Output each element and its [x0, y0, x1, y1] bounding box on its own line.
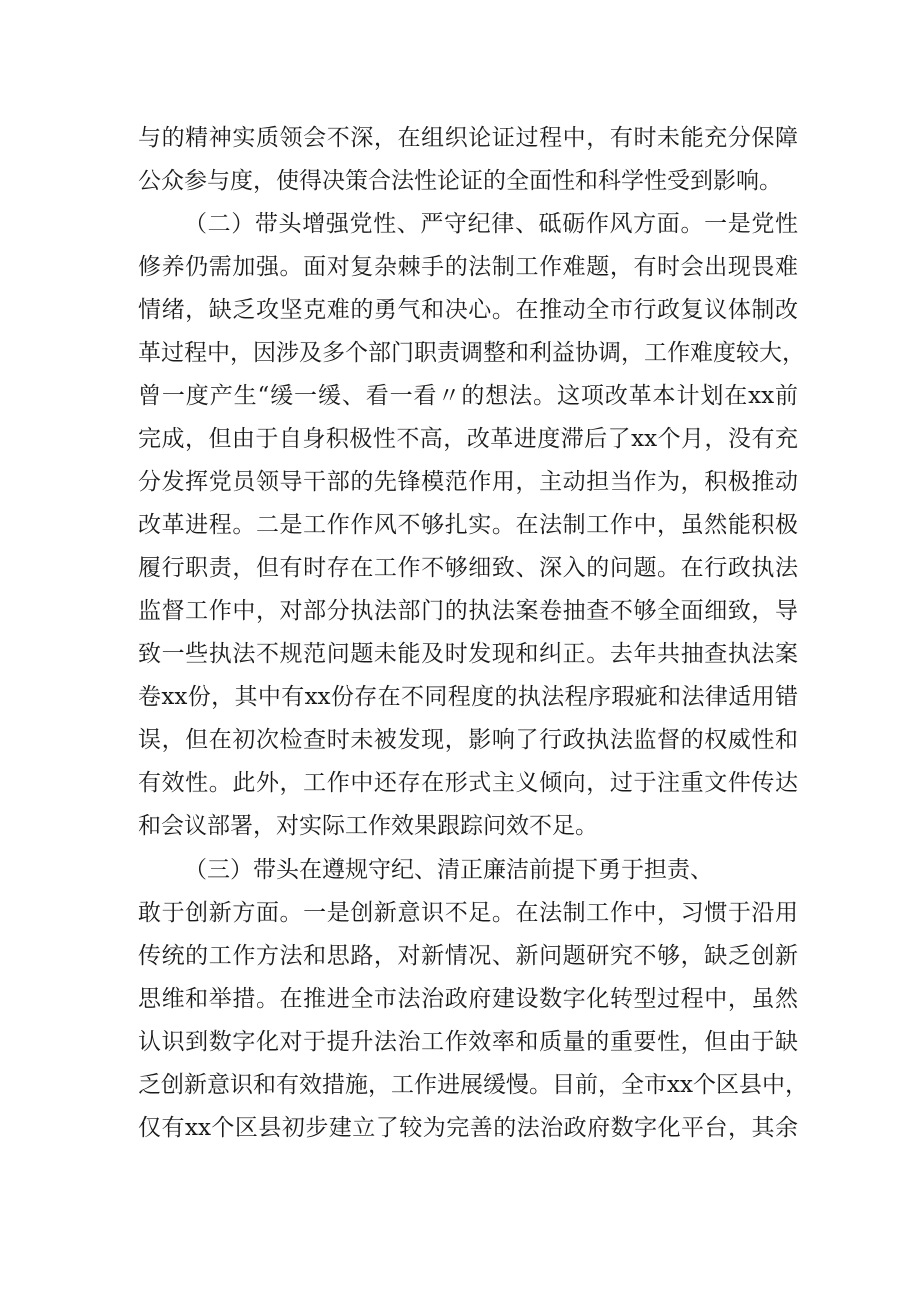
text-line: 修养仍需加强。面对复杂棘手的法制工作难题，有时会出现畏难 — [138, 254, 798, 280]
text-line: 误，但在初次检查时未被发现，影响了行政执法监督的权威性和 — [138, 727, 798, 753]
text-line: 监督工作中，对部分执法部门的执法案卷抽查不够全面细致，导 — [138, 598, 798, 624]
text-line: 思维和举措。在推进全市法治政府建设数字化转型过程中，虽然 — [138, 986, 798, 1012]
text-line: 卷xx份，其中有xx份存在不同程度的执法程序瑕疵和法律适用错 — [138, 684, 798, 710]
text-line: 致一些执法不规范问题未能及时发现和纠正。去年共抽查执法案 — [138, 641, 798, 667]
text-line: 分发挥党员领导干部的先锋模范作用，主动担当作为，积极推动 — [138, 469, 798, 495]
text-line: 有效性。此外，工作中还存在形式主义倾向，过于注重文件传达 — [138, 770, 798, 796]
text-line: 革过程中，因涉及多个部门职责调整和利益协调，工作难度较大， — [138, 340, 805, 366]
text-line: 仅有xx个区县初步建立了较为完善的法治政府数字化平台，其余 — [138, 1115, 798, 1141]
text-line: 情绪，缺乏攻坚克难的勇气和决心。在推动全市行政复议体制改 — [138, 297, 798, 323]
section-heading-line: （二）带头增强党性、严守纪律、砥砺作风方面。一是党性 — [184, 211, 798, 237]
text-line: 公众参与度，使得决策合法性论证的全面性和科学性受到影响。 — [138, 168, 782, 194]
text-line: 敢于创新方面。一是创新意识不足。在法制工作中，习惯于沿用 — [138, 900, 798, 926]
text-line: 传统的工作方法和思路，对新情况、新问题研究不够，缺乏创新 — [138, 943, 798, 969]
text-line: 履行职责，但有时存在工作不够细致、深入的问题。在行政执法 — [138, 555, 798, 581]
text-line: 乏创新意识和有效措施，工作进展缓慢。目前，全市xx个区县中， — [138, 1072, 808, 1098]
text-line: 完成，但由于自身积极性不高，改革进度滞后了xx个月，没有充 — [138, 426, 798, 452]
text-line: 曾一度产生“缓一缓、看一看〃的想法。这项改革本计划在xx前 — [138, 383, 798, 409]
text-line: 改革进程。二是工作作风不够扎实。在法制工作中，虽然能积极 — [138, 512, 798, 538]
text-line: 认识到数字化对于提升法治工作效率和质量的重要性，但由于缺 — [138, 1029, 798, 1055]
section-heading-line: （三）带头在遵规守纪、清正廉洁前提下勇于担责、 — [184, 857, 713, 883]
text-line: 和会议部署，对实际工作效果跟踪问效不足。 — [138, 813, 598, 839]
text-line: 与的精神实质领会不深，在组织论证过程中，有时未能充分保障 — [138, 125, 798, 151]
